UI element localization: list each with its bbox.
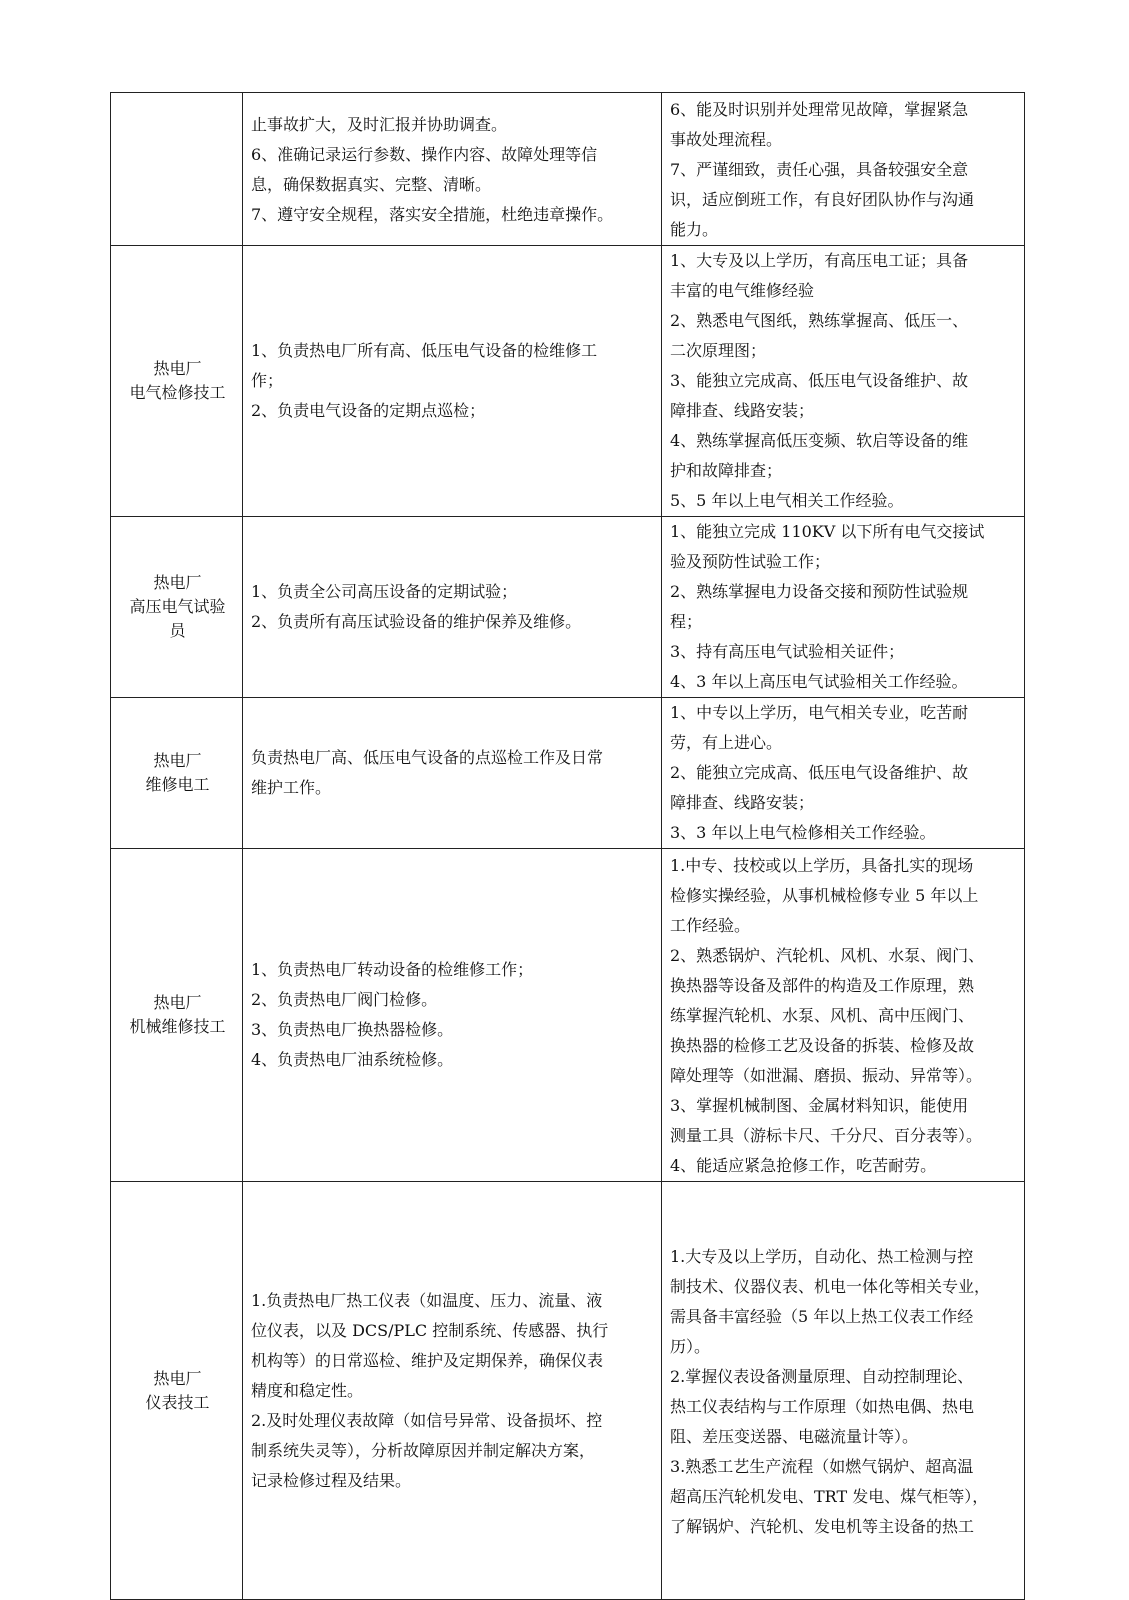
duties-line: 息，确保数据真实、完整、清晰。 xyxy=(251,175,492,194)
duties-cell xyxy=(243,517,662,698)
table-body xyxy=(111,93,1025,1600)
requirements-cell xyxy=(662,1182,1025,1600)
requirements-line: 练掌握汽轮机、水泵、风机、高中压阀门、 xyxy=(670,1006,975,1025)
table-row xyxy=(111,246,1025,517)
requirements-line: 工作经验。 xyxy=(670,916,751,935)
requirements-line: 了解锅炉、汽轮机、发电机等主设备的热工 xyxy=(670,1516,975,1536)
requirements-line: 障排查、线路安装； xyxy=(670,401,815,420)
duties-line: 止事故扩大，及时汇报并协助调查。 xyxy=(251,115,508,134)
duties-line: 2、负责电气设备的定期点巡检； xyxy=(251,401,486,420)
duties-cell xyxy=(243,246,662,517)
requirements-cell xyxy=(662,93,1025,246)
requirements-line: 超高压汽轮机发电、TRT 发电、煤气柜等）， xyxy=(670,1486,989,1506)
table-row xyxy=(111,93,1025,246)
position-cell xyxy=(111,246,243,517)
duties-line: 1、负责热电厂转动设备的检维修工作； xyxy=(251,960,534,979)
duties-cell xyxy=(243,93,662,246)
requirements-line: 识，适应倒班工作，有良好团队协作与沟通 xyxy=(670,190,975,209)
requirements-cell xyxy=(662,246,1025,517)
duties-line: 作； xyxy=(251,371,284,390)
position-cell xyxy=(111,517,243,698)
duties-line: 记录检修过程及结果。 xyxy=(251,1470,412,1490)
requirements-line: 阻、差压变送器、电磁流量计等）。 xyxy=(670,1426,919,1446)
duties-line: 7、遵守安全规程，落实安全措施，杜绝违章操作。 xyxy=(251,205,614,224)
duties-line: 维护工作。 xyxy=(251,778,332,797)
position-line: 热电厂 xyxy=(153,1368,202,1388)
requirements-line: 验及预防性试验工作； xyxy=(670,552,831,571)
duties-line: 机构等）的日常巡检、维护及定期保养，确保仪表 xyxy=(251,1350,604,1370)
duties-line: 2、负责所有高压试验设备的维护保养及维修。 xyxy=(251,612,582,631)
duties-line: 2、负责热电厂阀门检修。 xyxy=(251,990,438,1009)
job-requirements-table xyxy=(110,92,1025,1600)
requirements-line: 5、5 年以上电气相关工作经验。 xyxy=(670,491,904,510)
requirements-line: 能力。 xyxy=(670,220,719,239)
requirements-line: 测量工具（游标卡尺、千分尺、百分表等）。 xyxy=(670,1126,983,1145)
requirements-line: 3、能独立完成高、低压电气设备维护、故 xyxy=(670,371,969,390)
duties-line: 位仪表，以及 DCS/PLC 控制系统、传感器、执行 xyxy=(251,1320,609,1340)
duties-line: 1.负责热电厂热工仪表（如温度、压力、流量、液 xyxy=(251,1290,603,1310)
requirements-line: 1.大专及以上学历，自动化、热工检测与控 xyxy=(670,1246,974,1266)
requirements-line: 3.熟悉工艺生产流程（如燃气锅炉、超高温 xyxy=(670,1456,974,1476)
position-line: 维修电工 xyxy=(145,775,210,794)
requirements-line: 3、持有高压电气试验相关证件； xyxy=(670,642,905,661)
requirements-line: 历）。 xyxy=(670,1336,711,1356)
requirements-line: 4、熟练掌握高低压变频、软启等设备的维 xyxy=(670,431,969,450)
requirements-line: 换热器等设备及部件的构造及工作原理，熟 xyxy=(670,976,975,995)
requirements-line: 热工仪表结构与工作原理（如热电偶、热电 xyxy=(670,1396,975,1416)
requirements-line: 2、熟悉电气图纸，熟练掌握高、低压一、 xyxy=(670,311,969,330)
duties-cell xyxy=(243,849,662,1182)
duties-line: 3、负责热电厂换热器检修。 xyxy=(251,1020,454,1039)
position-line: 高压电气试验 xyxy=(129,597,226,616)
requirements-line: 丰富的电气维修经验 xyxy=(670,281,815,300)
table-row xyxy=(111,1182,1025,1600)
position-line: 机械维修技工 xyxy=(129,1017,226,1036)
requirements-line: 障处理等（如泄漏、磨损、振动、异常等）。 xyxy=(670,1066,983,1085)
duties-cell xyxy=(243,1182,662,1600)
requirements-line: 程； xyxy=(670,612,703,631)
position-cell xyxy=(111,1182,243,1600)
position-cell xyxy=(111,849,243,1182)
duties-line: 1、负责热电厂所有高、低压电气设备的检维修工 xyxy=(251,341,598,360)
requirements-line: 4、3 年以上高压电气试验相关工作经验。 xyxy=(670,672,968,691)
requirements-line: 障排查、线路安装； xyxy=(670,793,815,812)
requirements-line: 护和故障排查； xyxy=(670,461,783,480)
requirements-line: 事故处理流程。 xyxy=(670,130,783,149)
duties-cell xyxy=(243,698,662,849)
requirements-line: 检修实操经验，从事机械检修专业 5 年以上 xyxy=(670,886,979,905)
requirements-line: 4、能适应紧急抢修工作，吃苦耐劳。 xyxy=(670,1156,937,1175)
requirements-line: 3、3 年以上电气检修相关工作经验。 xyxy=(670,823,936,842)
requirements-line: 二次原理图； xyxy=(670,341,767,360)
duties-line: 4、负责热电厂油系统检修。 xyxy=(251,1050,454,1069)
requirements-cell xyxy=(662,698,1025,849)
requirements-line: 1、中专以上学历，电气相关专业，吃苦耐 xyxy=(670,703,969,722)
requirements-line: 1.中专、技校或以上学历，具备扎实的现场 xyxy=(670,856,974,875)
requirements-line: 2、熟悉锅炉、汽轮机、风机、水泵、阀门、 xyxy=(670,946,985,965)
table-row xyxy=(111,849,1025,1182)
requirements-line: 3、掌握机械制图、金属材料知识，能使用 xyxy=(670,1096,969,1115)
position-line: 热电厂 xyxy=(153,359,202,378)
requirements-cell xyxy=(662,517,1025,698)
position-cell xyxy=(111,93,243,246)
position-line: 热电厂 xyxy=(153,993,202,1012)
requirements-line: 需具备丰富经验（5 年以上热工仪表工作经 xyxy=(670,1306,974,1326)
requirements-line: 1、大专及以上学历，有高压电工证；具备 xyxy=(670,251,969,270)
requirements-line: 7、严谨细致，责任心强，具备较强安全意 xyxy=(670,160,969,179)
duties-line: 6、准确记录运行参数、操作内容、故障处理等信 xyxy=(251,145,598,164)
table-row xyxy=(111,698,1025,849)
duties-line: 负责热电厂高、低压电气设备的点巡检工作及日常 xyxy=(251,748,604,767)
requirements-line: 劳，有上进心。 xyxy=(670,733,783,752)
requirements-line: 2、能独立完成高、低压电气设备维护、故 xyxy=(670,763,969,782)
duties-line: 1、负责全公司高压设备的定期试验； xyxy=(251,582,518,601)
requirements-line: 2、熟练掌握电力设备交接和预防性试验规 xyxy=(670,582,969,601)
duties-line: 制系统失灵等），分析故障原因并制定解决方案， xyxy=(251,1440,596,1460)
position-line: 仪表技工 xyxy=(145,1392,210,1412)
position-cell xyxy=(111,698,243,849)
position-line: 员 xyxy=(169,621,186,640)
position-line: 热电厂 xyxy=(153,573,202,592)
position-line: 热电厂 xyxy=(153,751,202,770)
position-line: 电气检修技工 xyxy=(129,383,226,402)
duties-line: 精度和稳定性。 xyxy=(251,1380,364,1400)
requirements-cell xyxy=(662,849,1025,1182)
requirements-line: 2.掌握仪表设备测量原理、自动控制理论、 xyxy=(670,1366,974,1386)
duties-line: 2.及时处理仪表故障（如信号异常、设备损坏、控 xyxy=(251,1410,603,1430)
requirements-line: 1、能独立完成 110KV 以下所有电气交接试 xyxy=(670,522,985,541)
requirements-line: 6、能及时识别并处理常见故障，掌握紧急 xyxy=(670,100,969,119)
table-row xyxy=(111,517,1025,698)
requirements-line: 换热器的检修工艺及设备的拆装、检修及故 xyxy=(670,1036,975,1055)
requirements-line: 制技术、仪器仪表、机电一体化等相关专业， xyxy=(670,1276,991,1296)
